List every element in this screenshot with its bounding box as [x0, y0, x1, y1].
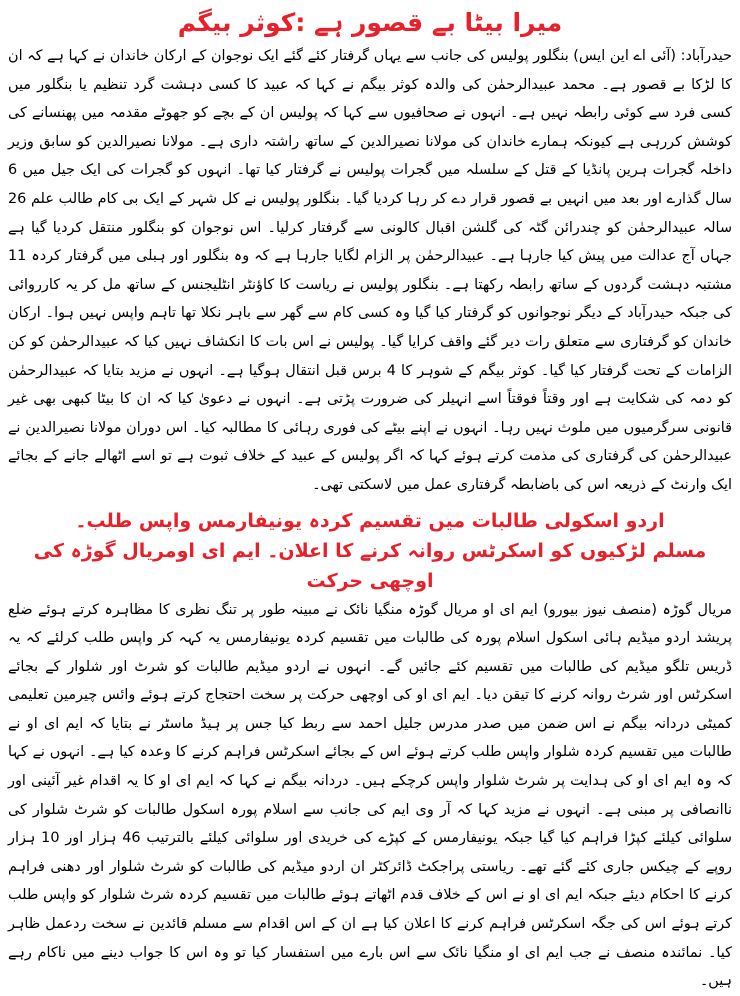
article-uniforms: [8, 506, 732, 996]
article-1-body: حیدرآباد: (آئی اے این ایس) بنگلور پولیس کی جانب سے یہاں گرفتار کئے گئے ایک نوجوان کے ارکان خاندان نے کہا ہے کہ ان کا لڑکا بے قصور ہے۔ محمد عبیدالرحمٰن کی والدہ کوثر بیگم نے کہا کہ عبید کا کسی دہشت گرد تنظیم یا بنگلور میں کسی فرد سے کوئی رابطہ نہیں ہے۔ انہوں نے صحافیوں سے کہا کہ پولیس ان کے بچے کو جھوٹے مقدمہ میں پھنسانے کی کوشش کررہی ہے کیونکہ ہمارے خاندان کی مولانا نصیرالدین کے ساتھ راشتہ داری ہے۔ مولانا نصیرالدین کو سابق وزیر داخلہ گجرات ہرین پانڈیا کے قتل کے سلسلہ میں گجرات پولیس نے گرفتار کیا تھا۔ انہوں کو گجرات کی ایک جیل میں 6 سال گذارے اور بعد میں انہیں بے قصور قرار دے کر رہا کردیا گیا۔ بنگلور پولیس نے کل شہر کے ایک بی کام طالب علم 26 سالہ عبیدالرحمٰن کو چندرائن گٹہ کی گلشن اقبال کالونی سے گرفتار کرلیا۔ اس نوجوان کو بنگلور منتقل کردیا گیا ہے جہاں آج عدالت میں پیش کیا جارہا ہے۔ عبیدالرحمٰن پر الزام لگایا جارہا ہے کہ وہ بنگلور اور ہبلی میں گرفتار کردہ 11 مشتبہ دہشت گردوں کے ساتھ رابطہ رکھتا ہے۔ بنگلور پولیس نے ریاست کا کاؤنٹر انٹلیجنس کے ساتھ مل کر یہ کارروائی کی جبکہ حیدرآباد کے دیگر نوجوانوں کو گرفتار کیا گیا وہ کسی کام سے گھر سے باہر نکلا تھا تاہم واپس نہیں ہوا۔ ارکان خاندان کو گرفتاری سے متعلق رات دیر گئے واقف کرایا گیا۔ پولیس نے اس بات کا انکشاف نہیں کیا کہ عبیدالرحمٰن کو کن الزامات کے تحت گرفتار کیا گیا۔ کوثر بیگم کے شوہر کا 4 برس قبل انتقال ہوگیا ہے۔ انہوں نے مزید بتایا کہ عبیدالرحمٰن کو دمہ کی شکایت ہے اور وقتاً فوقتاً اسے انہیلر کی ضرورت پڑتی ہے۔ انہوں نے دعویٰ کیا کہ ان کا بیٹا کبھی بھی غیر قانونی سرگرمیوں میں ملوث نہیں رہا۔ انہوں نے اپنے بیٹے کی فوری رہائی کا مطالبہ کیا۔ اس دوران مولانا نصیرالدین نے عبیدالرحمٰن کی گرفتاری کی مذمت کرتے ہوئے کہا کہ اگر پولیس کے عبید کے خلاف ثبوت ہے تو اسے اٹھالے جانے کے بجائے ایک وارنٹ کے ذریعہ اس کی باضابطہ گرفتاری عمل میں لاسکتی تھی۔: [8, 48, 732, 493]
article-kausar-begum: [8, 6, 732, 500]
article-1-headline: میرا بیٹا بے قصور ہے :کوثر بیگم: [177, 8, 563, 37]
article-2-headline-line-1: اردو اسکولی طالبات میں تقسیم کردہ یونیفارمس واپس طلب۔: [75, 509, 665, 532]
article-2-headline-line-2: مسلم لڑکیوں کو اسکرٹس روانہ کرنے کا اعلان۔ ایم ای اومریال گوڑہ کی اوچھی حرکت: [33, 539, 707, 592]
article-2-body: مریال گوڑہ (منصف نیوز بیورو) ایم ای او مریال گوڑہ منگیا نائک نے مبینہ طور پر تنگ نظری کا مظاہرہ کرتے ہوئے ضلع پریشد اردو میڈیم ہائی اسکول اسلام پورہ کی طالبات میں تقسیم کردہ یونیفارمس یہ کہہ کر واپس طلب کرلئے کہ یہ ڈریس تلگو میڈیم کی طالبات میں تقسیم کئے جائیں گے۔ انہوں نے اردو میڈیم طالبات کو شرٹ اور شلوار کے بجائے اسکرٹس اور شرٹ روانہ کرنے کا تیقن دیا۔ ایم ای او کی اوچھی حرکت پر سخت احتجاج کرتے ہوئے وائس چیرمین تعلیمی کمیٹی دردانہ بیگم نے اس ضمن میں صدر مدرس جلیل احمد سے ربط کیا جس پر ہیڈ ماسٹر نے بتایا کہ ایم ای او نے طالبات میں تقسیم کردہ شلوار واپس طلب کرتے ہوئے اس کے بجائے اسکرٹس فراہم کرنے کا وعدہ کیا ہے۔ انہوں نے کہا کہ وہ ایم ای او کی ہدایت پر شرٹ شلوار واپس کرچکے ہیں۔ دردانہ بیگم نے کہا کہ ایم ای او کا یہ اقدام غیر آئینی اور ناانصافی پر مبنی ہے۔ انہوں نے مزید کہا کہ آر وی ایم کی جانب سے اسلام پورہ اسکول طالبات کو شرٹ شلوار کی سلوائی کیلئے کپڑا فراہم کیا گیا جبکہ یونیفارمس کے کپڑے کی خریدی اور سلوائی کیلئے بالترتیب 46 ہزار اور 10 ہزار روپے کے چیکس جاری کئے گئے تھے۔ ریاستی پراجکٹ ڈائرکٹر ان اردو میڈیم کی طالبات کو شرٹ شلوار اور دھنی فراہم کرنے کا احکام دیئے جبکہ ایم ای او نے اس کے خلاف قدم اٹھاتے ہوئے طالبات میں تقسیم کردہ شرٹ شلوار کو واپس طلب کرتے ہوئے اس کی جگہ اسکرٹس فراہم کرنے کا اعلان کیا ہے ان کے اس اقدام سے مسلم قائدین نے سخت ردعمل ظاہر کیا۔ نمائندہ منصف نے جب ایم ای او منگیا نائک سے اس بارے میں استفسار کیا تو وہ اس کا جواب دینے میں ناکام رہے ہیں۔: [8, 601, 732, 990]
